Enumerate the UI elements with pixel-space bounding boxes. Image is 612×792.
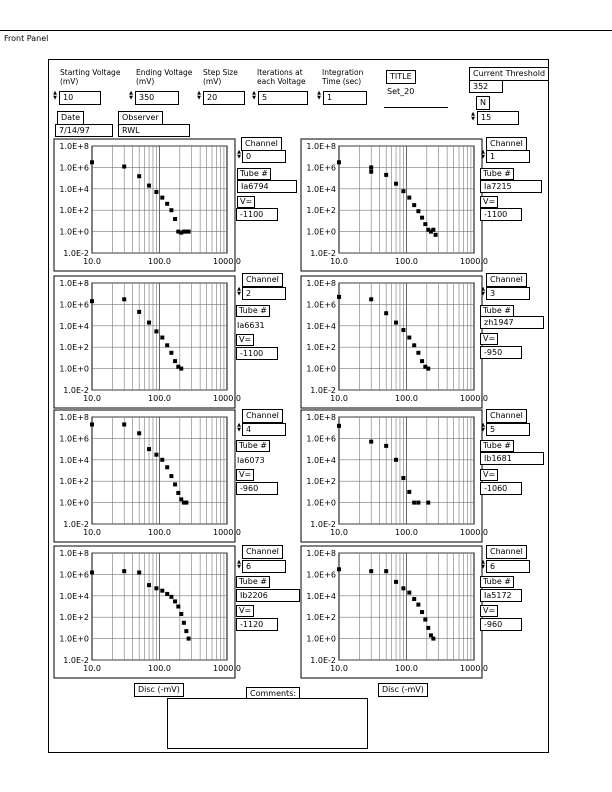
voltage-value[interactable]: -1100 bbox=[236, 347, 278, 360]
observer-label: Observer bbox=[118, 111, 163, 125]
y-tick-label: 1.0E+4 bbox=[306, 321, 336, 331]
y-tick-label: 1.0E+6 bbox=[59, 163, 89, 173]
data-point bbox=[173, 599, 177, 603]
channel-spinner[interactable]: ▲ ▼ bbox=[237, 559, 241, 570]
channel-label: Channel bbox=[486, 137, 527, 151]
data-point bbox=[154, 453, 158, 457]
y-tick-label: 1.0E+0 bbox=[306, 634, 336, 644]
data-point bbox=[407, 591, 411, 595]
x-tick-label: 1000.0 bbox=[213, 528, 241, 537]
channel-input[interactable]: 2 bbox=[242, 287, 286, 300]
data-point bbox=[173, 359, 177, 363]
data-point bbox=[137, 174, 141, 178]
ending-voltage-spinner[interactable]: ▲ ▼ bbox=[129, 90, 133, 101]
data-point bbox=[426, 367, 430, 371]
y-tick-label: 1.0E+2 bbox=[59, 613, 89, 623]
y-tick-label: 1.0E+4 bbox=[306, 455, 336, 465]
y-tick-label: 1.0E-2 bbox=[63, 249, 89, 258]
data-point bbox=[369, 297, 373, 301]
y-tick-label: 1.0E+4 bbox=[59, 184, 89, 194]
channel-label: Channel bbox=[242, 409, 283, 423]
data-point bbox=[154, 329, 158, 333]
channel-spinner[interactable]: ▲ ▼ bbox=[481, 559, 485, 570]
data-point bbox=[384, 173, 388, 177]
data-point bbox=[423, 618, 427, 622]
tube-value[interactable]: Ia6794 bbox=[237, 180, 297, 193]
data-point bbox=[420, 610, 424, 614]
channel-spinner[interactable]: ▲ ▼ bbox=[237, 286, 241, 297]
channel-input[interactable]: 0 bbox=[242, 150, 286, 163]
y-tick-label: 1.0E+8 bbox=[306, 279, 336, 288]
data-point bbox=[169, 474, 173, 478]
voltage-label: V= bbox=[480, 333, 498, 345]
x-tick-label: 10.0 bbox=[330, 394, 348, 403]
data-point bbox=[122, 569, 126, 573]
x-tick-label: 10.0 bbox=[83, 528, 101, 537]
ending-voltage-input[interactable]: 350 bbox=[135, 91, 179, 105]
y-tick-label: 1.0E-2 bbox=[310, 520, 336, 529]
data-point bbox=[90, 422, 94, 426]
y-tick-label: 1.0E+6 bbox=[59, 570, 89, 580]
channel-label: Channel bbox=[486, 273, 527, 287]
y-tick-label: 1.0E+4 bbox=[59, 321, 89, 331]
data-point bbox=[179, 367, 183, 371]
y-tick-label: 1.0E+8 bbox=[59, 142, 89, 151]
tube-value[interactable]: Ib2206 bbox=[236, 589, 300, 602]
channel-spinner[interactable]: ▲ ▼ bbox=[237, 422, 241, 433]
tube-label: Tube # bbox=[236, 440, 270, 452]
channel-spinner[interactable]: ▲ ▼ bbox=[237, 149, 241, 160]
n-input[interactable]: 15 bbox=[477, 111, 519, 125]
channel-input[interactable]: 3 bbox=[486, 287, 530, 300]
x-tick-label: 100.0 bbox=[395, 528, 418, 537]
data-point bbox=[401, 476, 405, 480]
iterations-spinner[interactable]: ▲ ▼ bbox=[252, 90, 256, 101]
y-tick-label: 1.0E+6 bbox=[306, 163, 336, 173]
channel-input[interactable]: 1 bbox=[486, 150, 530, 163]
data-point bbox=[165, 465, 169, 469]
channel-spinner[interactable]: ▲ ▼ bbox=[481, 422, 485, 433]
data-point bbox=[434, 233, 438, 237]
data-point bbox=[160, 589, 164, 593]
y-tick-label: 1.0E-2 bbox=[63, 656, 89, 665]
data-point bbox=[431, 228, 435, 232]
y-tick-label: 1.0E+4 bbox=[59, 591, 89, 601]
tube-label: Tube # bbox=[480, 305, 514, 317]
data-point bbox=[137, 310, 141, 314]
n-label: N bbox=[476, 96, 490, 110]
x-tick-label: 10.0 bbox=[83, 394, 101, 403]
voltage-label: V= bbox=[480, 605, 498, 617]
data-point bbox=[337, 424, 341, 428]
x-tick-label: 10.0 bbox=[330, 528, 348, 537]
x-tick-label: 10.0 bbox=[330, 257, 348, 266]
data-point bbox=[90, 160, 94, 164]
voltage-value[interactable]: -1100 bbox=[236, 208, 278, 221]
data-point bbox=[394, 458, 398, 462]
x-tick-label: 1000.0 bbox=[460, 394, 488, 403]
data-point bbox=[147, 447, 151, 451]
data-point bbox=[160, 336, 164, 340]
data-point bbox=[182, 621, 186, 625]
data-point bbox=[337, 295, 341, 299]
data-point bbox=[426, 501, 430, 505]
voltage-label: V= bbox=[236, 334, 254, 346]
y-tick-label: 1.0E+0 bbox=[59, 364, 89, 374]
tube-value[interactable]: Ia7215 bbox=[480, 180, 542, 193]
data-point bbox=[90, 571, 94, 575]
data-point bbox=[423, 222, 427, 226]
date-input[interactable]: 7/14/97 bbox=[55, 124, 113, 137]
title-value[interactable]: Set_20 bbox=[387, 87, 415, 96]
data-point bbox=[416, 351, 420, 355]
voltage-label: V= bbox=[237, 196, 255, 208]
integration-time-input[interactable]: 1 bbox=[323, 91, 367, 105]
y-tick-label: 1.0E+4 bbox=[59, 455, 89, 465]
date-label: Date bbox=[57, 111, 84, 125]
data-point bbox=[401, 189, 405, 193]
data-point bbox=[412, 203, 416, 207]
data-point bbox=[401, 328, 405, 332]
data-point bbox=[154, 190, 158, 194]
tube-value[interactable]: Ia5172 bbox=[480, 589, 522, 602]
y-tick-label: 1.0E-2 bbox=[63, 520, 89, 529]
x-tick-label: 100.0 bbox=[148, 394, 171, 403]
data-point bbox=[184, 629, 188, 633]
voltage-label: V= bbox=[236, 469, 254, 481]
y-tick-label: 1.0E-2 bbox=[310, 249, 336, 258]
channel-spinner[interactable]: ▲ ▼ bbox=[481, 149, 485, 160]
title-label: TITLE bbox=[386, 70, 416, 84]
x-tick-label: 1000.0 bbox=[460, 664, 488, 673]
data-point bbox=[165, 343, 169, 347]
x-tick-label: 1000.0 bbox=[213, 257, 241, 266]
data-point bbox=[412, 597, 416, 601]
data-point bbox=[122, 165, 126, 169]
tube-label: Tube # bbox=[236, 576, 270, 588]
voltage-value[interactable]: -960 bbox=[480, 618, 522, 631]
starting-voltage-spinner[interactable]: ▲ ▼ bbox=[53, 90, 57, 101]
data-point bbox=[426, 626, 430, 630]
x-tick-label: 100.0 bbox=[395, 257, 418, 266]
y-tick-label: 1.0E+6 bbox=[306, 434, 336, 444]
y-tick-label: 1.0E+2 bbox=[306, 206, 336, 216]
iterations-label: Iterations at each Voltage bbox=[257, 68, 306, 86]
data-point bbox=[420, 359, 424, 363]
data-point bbox=[137, 431, 141, 435]
step-size-spinner[interactable]: ▲ ▼ bbox=[197, 90, 201, 101]
x-tick-label: 10.0 bbox=[330, 664, 348, 673]
current-threshold-label: Current Threshold bbox=[469, 67, 549, 81]
data-point bbox=[184, 501, 188, 505]
voltage-label: V= bbox=[480, 196, 498, 208]
y-tick-label: 1.0E+8 bbox=[306, 549, 336, 558]
step-size-label: Step Size (mV) bbox=[203, 68, 238, 86]
channel-input[interactable]: 6 bbox=[486, 560, 530, 573]
tube-label: Tube # bbox=[480, 168, 514, 180]
data-point bbox=[416, 501, 420, 505]
observer-input[interactable]: RWL bbox=[118, 124, 190, 137]
data-point bbox=[90, 299, 94, 303]
data-point bbox=[369, 569, 373, 573]
data-point bbox=[416, 603, 420, 607]
y-tick-label: 1.0E+2 bbox=[306, 343, 336, 353]
x-tick-label: 100.0 bbox=[395, 394, 418, 403]
y-tick-label: 1.0E+8 bbox=[59, 413, 89, 422]
y-tick-label: 1.0E-2 bbox=[63, 386, 89, 395]
voltage-value[interactable]: -950 bbox=[480, 346, 522, 359]
tube-label: Tube # bbox=[237, 168, 271, 180]
data-point bbox=[165, 592, 169, 596]
data-point bbox=[384, 311, 388, 315]
y-tick-label: 1.0E+8 bbox=[306, 142, 336, 151]
y-tick-label: 1.0E+0 bbox=[59, 634, 89, 644]
data-point bbox=[169, 351, 173, 355]
data-point bbox=[173, 482, 177, 486]
tube-value[interactable]: zh1947 bbox=[480, 316, 544, 329]
data-point bbox=[412, 343, 416, 347]
y-tick-label: 1.0E+0 bbox=[59, 227, 89, 237]
data-point bbox=[122, 422, 126, 426]
data-point bbox=[394, 321, 398, 325]
y-tick-label: 1.0E+0 bbox=[306, 227, 336, 237]
y-tick-label: 1.0E+2 bbox=[59, 206, 89, 216]
x-tick-label: 100.0 bbox=[148, 528, 171, 537]
y-tick-label: 1.0E+4 bbox=[306, 591, 336, 601]
data-point bbox=[407, 196, 411, 200]
n-spinner[interactable]: ▲ ▼ bbox=[471, 111, 475, 122]
step-size-input[interactable]: 20 bbox=[203, 91, 245, 105]
voltage-value[interactable]: -1100 bbox=[480, 208, 522, 221]
starting-voltage-input[interactable]: 10 bbox=[59, 91, 101, 105]
channel-input[interactable]: 4 bbox=[242, 423, 286, 436]
tube-label: Tube # bbox=[480, 576, 514, 588]
y-tick-label: 1.0E+0 bbox=[306, 498, 336, 508]
data-point bbox=[369, 170, 373, 174]
integration-time-label: Integration Time (sec) bbox=[322, 68, 364, 86]
data-point bbox=[160, 458, 164, 462]
tube-value[interactable]: Ia6631 bbox=[237, 321, 265, 330]
y-tick-label: 1.0E+6 bbox=[306, 300, 336, 310]
y-tick-label: 1.0E+2 bbox=[59, 343, 89, 353]
channel-label: Channel bbox=[242, 545, 283, 559]
current-threshold-value: 352 bbox=[469, 80, 503, 93]
channel-label: Channel bbox=[486, 409, 527, 423]
ending-voltage-label: Ending Voltage (mV) bbox=[136, 68, 193, 86]
y-tick-label: 1.0E+0 bbox=[59, 498, 89, 508]
integration-time-spinner[interactable]: ▲ ▼ bbox=[317, 90, 321, 101]
tube-label: Tube # bbox=[480, 440, 514, 452]
data-point bbox=[369, 165, 373, 169]
y-tick-label: 1.0E+4 bbox=[306, 184, 336, 194]
comments-label: Comments: bbox=[246, 687, 300, 701]
x-axis-label-right: Disc (-mV) bbox=[378, 683, 428, 697]
data-point bbox=[137, 571, 141, 575]
data-point bbox=[401, 586, 405, 590]
x-tick-label: 1000.0 bbox=[460, 257, 488, 266]
data-point bbox=[176, 491, 180, 495]
x-tick-label: 100.0 bbox=[148, 664, 171, 673]
x-tick-label: 1000.0 bbox=[213, 394, 241, 403]
x-tick-label: 1000.0 bbox=[213, 664, 241, 673]
y-tick-label: 1.0E+6 bbox=[306, 570, 336, 580]
data-point bbox=[187, 637, 191, 641]
window-title: Front Panel bbox=[4, 34, 49, 43]
data-point bbox=[187, 230, 191, 234]
y-tick-label: 1.0E+6 bbox=[59, 434, 89, 444]
y-tick-label: 1.0E-2 bbox=[310, 656, 336, 665]
x-tick-label: 100.0 bbox=[395, 664, 418, 673]
data-point bbox=[122, 297, 126, 301]
starting-voltage-label: Starting Voltage (mV) bbox=[60, 68, 121, 86]
data-point bbox=[179, 612, 183, 616]
data-point bbox=[407, 490, 411, 494]
data-point bbox=[173, 217, 177, 221]
data-point bbox=[394, 182, 398, 186]
data-point bbox=[169, 595, 173, 599]
voltage-label: V= bbox=[480, 469, 498, 481]
x-tick-label: 100.0 bbox=[148, 257, 171, 266]
data-point bbox=[165, 202, 169, 206]
voltage-label: V= bbox=[236, 605, 254, 617]
data-point bbox=[147, 583, 151, 587]
data-point bbox=[176, 605, 180, 609]
x-tick-label: 10.0 bbox=[83, 664, 101, 673]
data-point bbox=[337, 567, 341, 571]
channel-spinner[interactable]: ▲ ▼ bbox=[481, 286, 485, 297]
y-tick-label: 1.0E+2 bbox=[306, 613, 336, 623]
data-point bbox=[407, 336, 411, 340]
data-point bbox=[160, 196, 164, 200]
tube-value[interactable]: Ia6073 bbox=[237, 456, 265, 465]
data-point bbox=[420, 216, 424, 220]
comments-textarea[interactable] bbox=[167, 698, 368, 749]
y-tick-label: 1.0E+8 bbox=[59, 549, 89, 558]
channel-label: Channel bbox=[241, 137, 282, 151]
data-point bbox=[384, 444, 388, 448]
data-point bbox=[154, 586, 158, 590]
data-point bbox=[369, 440, 373, 444]
y-tick-label: 1.0E+0 bbox=[306, 364, 336, 374]
channel-label: Channel bbox=[486, 545, 527, 559]
channel-input[interactable]: 6 bbox=[242, 560, 286, 573]
voltage-value[interactable]: -1120 bbox=[236, 618, 278, 631]
data-point bbox=[412, 501, 416, 505]
y-tick-label: 1.0E+8 bbox=[59, 279, 89, 288]
y-tick-label: 1.0E+6 bbox=[59, 300, 89, 310]
y-tick-label: 1.0E+8 bbox=[306, 413, 336, 422]
y-tick-label: 1.0E+2 bbox=[306, 477, 336, 487]
data-point bbox=[337, 160, 341, 164]
data-point bbox=[147, 184, 151, 188]
voltage-value[interactable]: -1060 bbox=[480, 482, 522, 495]
iterations-input[interactable]: 5 bbox=[258, 91, 308, 105]
tube-label: Tube # bbox=[236, 305, 270, 317]
tube-value[interactable]: Ib1681 bbox=[480, 452, 544, 465]
channel-input[interactable]: 5 bbox=[486, 423, 530, 436]
voltage-value[interactable]: -960 bbox=[236, 482, 278, 495]
x-tick-label: 10.0 bbox=[83, 257, 101, 266]
y-tick-label: 1.0E+2 bbox=[59, 477, 89, 487]
channel-label: Channel bbox=[242, 273, 283, 287]
y-tick-label: 1.0E-2 bbox=[310, 386, 336, 395]
data-point bbox=[147, 321, 151, 325]
data-point bbox=[169, 208, 173, 212]
x-tick-label: 1000.0 bbox=[460, 528, 488, 537]
data-point bbox=[431, 637, 435, 641]
x-axis-label-left: Disc (-mV) bbox=[134, 683, 184, 697]
data-point bbox=[394, 580, 398, 584]
data-point bbox=[384, 569, 388, 573]
data-point bbox=[416, 209, 420, 213]
